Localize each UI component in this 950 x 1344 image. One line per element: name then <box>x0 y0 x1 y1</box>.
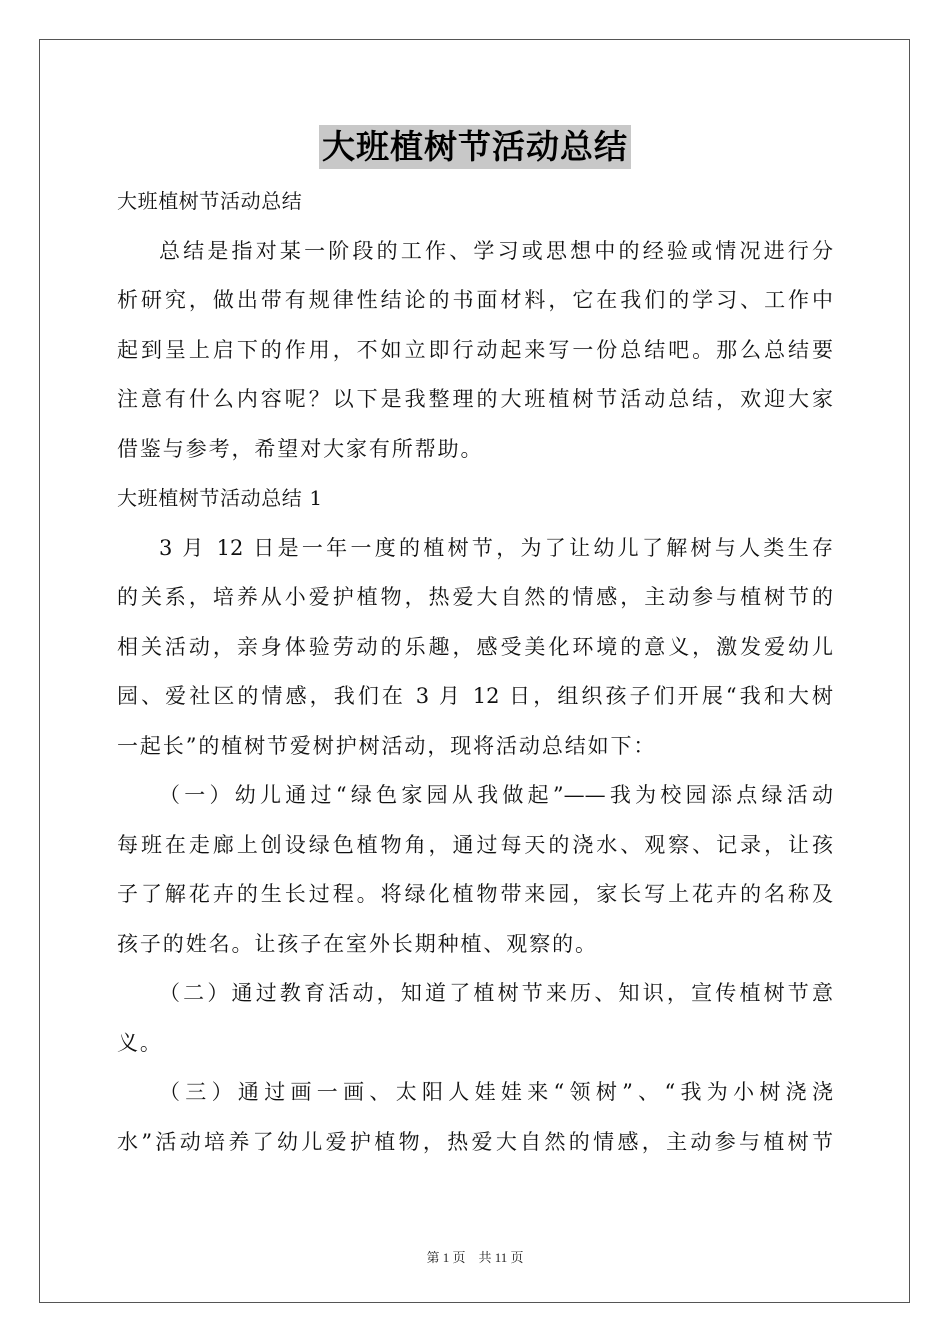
paragraph-line: （三）通过画一画、太阳人娃娃来“领树”、“我为小树浇浇 <box>159 1080 833 1104</box>
paragraph-line: 总结是指对某一阶段的工作、学习或思想中的经验或情况进行分 <box>159 238 833 263</box>
section-heading: 大班植树节活动总结 <box>117 189 303 213</box>
paragraph-line: 起到呈上启下的作用，不如立即行动起来写一份总结吧。那么总结要 <box>117 337 833 362</box>
document-body <box>117 177 833 1167</box>
paragraph-line: 每班在走廊上创设绿色植物角，通过每天的浇水、观察、记录，让孩 <box>117 832 833 857</box>
title-container <box>0 125 950 169</box>
paragraph-line: 相关活动，亲身体验劳动的乐趣，感受美化环境的意义，激发爱幼儿 <box>117 634 833 659</box>
paragraph-line: （一）幼儿通过“绿色家园从我做起”——我为校园添点绿活动 <box>159 783 833 807</box>
paragraph-line: 借鉴与参考，希望对大家有所帮助。 <box>117 436 484 461</box>
page-number-footer: 第 1 页 共 11 页 <box>426 1250 524 1265</box>
paragraph-line: 孩子的姓名。让孩子在室外长期种植、观察的。 <box>117 931 598 956</box>
paragraph-line: 园、爱社区的情感，我们在 3 月 12 日，组织孩子们开展“我和大树 <box>117 684 833 708</box>
paragraph-line: （二）通过教育活动，知道了植树节来历、知识，宣传植树节意 <box>159 981 833 1005</box>
document-title: 大班植树节活动总结 <box>319 125 631 169</box>
paragraph-line: 义。 <box>117 1030 163 1055</box>
paragraph-line: 的关系，培养从小爱护植物，热爱大自然的情感，主动参与植树节的 <box>117 585 833 609</box>
paragraph-line: 3 月 12 日是一年一度的植树节，为了让幼儿了解树与人类生存 <box>159 535 833 560</box>
paragraph-line: 子了解花卉的生长过程。将绿化植物带来园，家长写上花卉的名称及 <box>117 882 833 906</box>
section-heading: 大班植树节活动总结 1 <box>117 486 323 510</box>
paragraph-line: 注意有什么内容呢？以下是我整理的大班植树节活动总结，欢迎大家 <box>117 387 833 411</box>
paragraph-line: 水”活动培养了幼儿爱护植物，热爱大自然的情感，主动参与植树节 <box>117 1129 833 1154</box>
paragraph-line: 析研究，做出带有规律性结论的书面材料，它在我们的学习、工作中 <box>117 288 833 312</box>
paragraph-line: 一起长”的植树节爱树护树活动，现将活动总结如下： <box>117 733 657 758</box>
